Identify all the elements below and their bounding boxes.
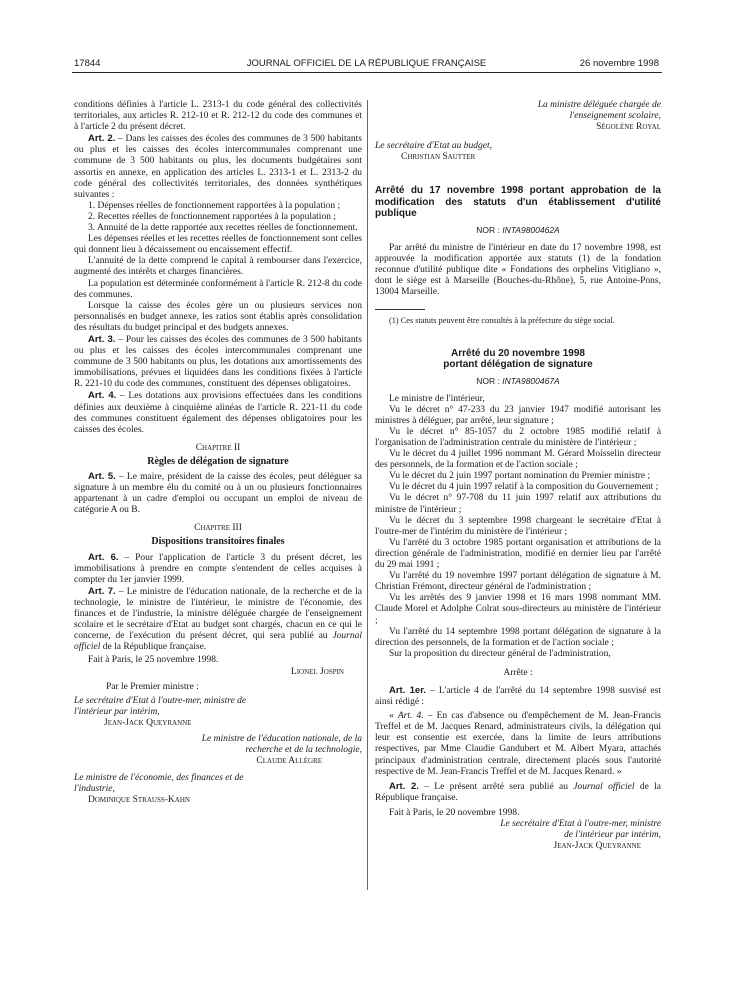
chapter-3-title: Dispositions transitoires finales	[151, 536, 285, 548]
article-3-label: Art. 3.	[88, 333, 116, 345]
chapter-2-title: Règles de délégation de signature	[147, 455, 289, 467]
article-7-text: – Le ministre de l'éducation nationale, de la recherche et de la technologie, le ministre de l'intérieur, le ministre de l'économie, des finances et de l'industrie, la ministre déléguée chargée de l'enseignement scolaire et le secrétaire d'Etat au budget sont chargés, chacun en ce qui le concerne, de l'exécution du présent décret, qui sera publié au	[74, 586, 362, 642]
fait-a-paris: Fait à Paris, le 25 novembre 1998.	[88, 655, 219, 666]
journal-officiel-ref: Journal officiel	[573, 781, 635, 792]
article-2-text: – Le présent arrêté sera publié au	[418, 781, 574, 792]
paragraph: Lorsque la caisse des écoles gère un ou plusieurs services non personnalisés en budget annexe, les ratios sont établis après consolidation des résultats du budget principal et des budgets annexes.	[74, 300, 362, 333]
visa: Vu le décret du 2 juin 1997 portant nomination du Premier ministre ;	[389, 471, 651, 482]
article-1-label: Art. 1er.	[389, 684, 427, 696]
arrete-1-nor	[375, 225, 661, 236]
arrete-1-text: Par arrêté du ministre de l'intérieur en date du 17 novembre 1998, est approuvée la modification apportée aux statuts (1) de la fondation reconnue d'utilité publique dite « Fondations des orphelins Vitigliano », dont le siège est à Marseille (Bouches-du-Rhône), 5, rue Antoine-Pons, 13004 Marseille.	[375, 243, 661, 298]
signatory-2-role: Le ministre de l'éducation nationale, de la recherche et de la technologie,	[201, 733, 362, 756]
journal-title: JOURNAL OFFICIEL DE LA RÉPUBLIQUE FRANÇAISE	[246, 58, 487, 69]
signatory-4-name: Ségolène Royal	[596, 122, 661, 133]
arrete-2-title-line-2: portant délégation de signature	[443, 359, 593, 371]
visa: Vu les arrêtés des 9 janvier 1998 et 16 mars 1998 nommant MM. Claude Morel et Adolphe Colrat sous-directeurs au ministère de l'intérieur ;	[375, 593, 661, 626]
signatory-5-name: Christian Sautter	[401, 152, 476, 163]
article-4	[74, 390, 362, 435]
article-5-label: Art. 5.	[88, 471, 116, 482]
chapter-2-heading: Chapitre II	[195, 442, 241, 453]
list-item-1: 1. Dépenses réelles de fonctionnement rapportées à la population ;	[88, 200, 341, 211]
article-3-text: – Pour les caisses des écoles des communes de 3 500 habitants ou plus et les caisses des écoles intercommunales comprenant une commune de 3 500 habitants ou plus, les dotations aux amortissements des immobilisations, prévues et liquidées dans les conditions fixées à l'article R. 221-10 du code des communes, constituent des dépenses obligatoires.	[74, 334, 362, 390]
quoted-article-4: « Art. 4. – En cas d'absence ou d'empêchement de M. Jean-Francis Treffel et de M. Jacques Renard, administrateurs civils, la délégation qui leur est consentie est exercée, dans la limite de leurs attributions respectives, par Mme Claudie Gandubert et M. Albert Myara, attachés principaux d'administration centrale, directement placés sous l'autorité respective de M. Jean-Francis Treffel et de M. Jacques Renard. »	[375, 711, 661, 777]
paragraph: La population est déterminée conformément à l'article R. 212-8 du code des communes.	[74, 278, 362, 300]
article-6-text: – Pour l'application de l'article 3 du présent décret, les immobilisations à prendre en compte s'entendent de celles acquises à compter du 1er janvier 1999.	[74, 552, 362, 585]
article-7	[74, 586, 362, 654]
article-5	[74, 471, 362, 516]
article-4-text: – Les dotations aux provisions effectuées dans les conditions définies aux deuxième à cinquième alinéas de l'article R. 221-11 du code des communes constituent également des dépenses obligatoires pour les caisses des écoles.	[74, 391, 362, 435]
paragraph: Les dépenses réelles et les recettes réelles de fonctionnement sont celles qui donnent lieu à décaissement ou encaissement effectif.	[74, 234, 362, 256]
article-7-end: de la République française.	[100, 642, 207, 653]
signature-pm: Lionel Jospin	[290, 666, 344, 677]
arrete-1-title: Arrêté du 17 novembre 1998 portant approbation de la modification des statuts d'un établissement d'utilité publique	[375, 185, 661, 220]
article-1-text: – L'article 4 de l'arrêté du 14 septembre 1998 susvisé est ainsi rédigé :	[375, 685, 661, 708]
par-premier-ministre: Par le Premier ministre :	[106, 681, 199, 692]
visa: Vu le décret n° 85-1057 du 2 octobre 1985 modifié relatif à l'organisation de l'administration centrale du ministère de l'intérieur ;	[375, 426, 661, 448]
signatory-3-role: Le ministre de l'économie, des finances et de l'industrie,	[74, 773, 244, 795]
article-2-label: Art. 2.	[88, 133, 116, 145]
arrete-2-signatory-name: Jean-Jack Queyranne	[553, 841, 641, 852]
chapter-3-heading: Chapitre III	[194, 523, 242, 534]
article-6	[74, 552, 362, 586]
visa: Vu le décret du 3 septembre 1998 chargeant le secrétaire d'Etat à l'outre-mer de l'intérim du ministère de l'intérieur ;	[375, 515, 661, 537]
header-rule	[72, 72, 662, 73]
list-item-2: 2. Recettes réelles de fonctionnement rapportées à la population ;	[88, 211, 336, 222]
visa: Vu l'arrêté du 19 novembre 1997 portant délégation de signature à M. Christian Frémont, directeur général de l'administration ;	[375, 571, 661, 593]
arrete-keyword: Arrête :	[503, 667, 533, 678]
nor-code: INTA9800462A	[502, 224, 560, 235]
arrete-2-fait: Fait à Paris, le 20 novembre 1998.	[389, 807, 520, 818]
column-divider	[367, 100, 368, 890]
intro-paragraph: conditions définies à l'article L. 2313-1 du code général des collectivités territoriales, aux articles R. 212-10 et R. 212-12 du code des communes et à l'article 2 du présent décret.	[74, 100, 362, 133]
article-2-text: – Dans les caisses des écoles des communes de 3 500 habitants ou plus et les caisses des écoles intercommunales comprenant une commune de 3 500 habitants ou plus, les documents budgétaires sont assortis en annexe, en application des articles L. 2313-1 et L. 2313-2 du code général des collectivités territoriales, des données synthétiques suivantes :	[74, 134, 362, 200]
page-header	[74, 58, 659, 72]
paragraph: L'annuité de la dette comprend le capital à rembourser dans l'exercice, augmenté des intérêts et charges financières.	[74, 256, 362, 278]
journal-officiel-ref: Journal officiel	[74, 631, 362, 653]
article-2-label: Art. 2.	[389, 780, 419, 792]
arrete-2-nor	[375, 376, 661, 387]
visa: Vu le décret n° 47-233 du 23 janvier 1947 modifié autorisant les ministres à déléguer, par arrêté, leur signature ;	[375, 404, 661, 426]
article-7-label: Art. 7.	[88, 585, 116, 597]
signatory-1-name: Jean-Jack Queyranne	[104, 717, 192, 728]
arrete-2-article-2	[375, 781, 661, 804]
page-number: 17844	[74, 58, 101, 69]
signatory-1-role: Le secrétaire d'Etat à l'outre-mer, ministre de l'intérieur par intérim,	[74, 695, 247, 717]
arrete-2-signatory-role: Le secrétaire d'Etat à l'outre-mer, ministre de l'intérieur par intérim,	[500, 819, 661, 841]
article-2-end: de la République française.	[375, 781, 661, 803]
list-item-3: 3. Annuité de la dette rapportée aux recettes réelles de fonctionnement.	[88, 223, 358, 234]
left-column	[74, 100, 362, 807]
article-2	[74, 133, 362, 201]
footnote-rule	[375, 309, 425, 310]
visa: Le ministre de l'intérieur,	[389, 393, 485, 404]
article-3	[74, 334, 362, 390]
quoted-article-4-text: – En cas d'absence ou d'empêchement de M. Jean-Francis Treffel et de M. Jacques Renard, administrateurs civils, la délégation qui leur est consentie est exercée, dans la limite de leurs attributions respectives, par Mme Claudie Gandubert et M. Albert Myara, attachés principaux d'administration centrale, directement placés sous l'autorité respective de M. Jean-Francis Treffel et de M. Jacques Renard. »	[375, 711, 661, 777]
visa: Vu le décret n° 97-708 du 11 juin 1997 relatif aux attributions du ministre de l'intérieur ;	[375, 493, 661, 515]
visa: Vu l'arrêté du 3 octobre 1985 portant organisation et attributions de la direction générale de l'administration, modifié en dernier lieu par l'arrêté du 29 mai 1991 ;	[375, 537, 661, 571]
nor-label: NOR :	[476, 224, 503, 235]
visa: Sur la proposition du directeur général de l'administration,	[389, 648, 611, 659]
right-column	[375, 100, 661, 852]
visa: Vu le décret du 4 juin 1997 relatif à la composition du Gouvernement ;	[389, 482, 659, 493]
signatory-4-role: La ministre déléguée chargée de l'enseignement scolaire,	[537, 100, 661, 122]
quoted-article-4-label: Art. 4.	[397, 711, 424, 722]
nor-label: NOR :	[476, 375, 503, 386]
article-6-label: Art. 6.	[88, 551, 119, 563]
article-4-label: Art. 4.	[88, 390, 117, 402]
visa: Vu le décret du 4 juillet 1996 nommant M. Gérard Moisselin directeur des personnels, de la formation et de l'action sociale ;	[375, 449, 661, 471]
signatory-5-role: Le secrétaire d'Etat au budget,	[375, 141, 492, 152]
arrete-2-article-1	[375, 685, 661, 708]
arrete-2-title-line-1: Arrêté du 20 novembre 1998	[451, 347, 585, 359]
arrete-1-footnote: (1) Ces statuts peuvent être consultés à la préfecture du siège social.	[389, 315, 615, 325]
visa: Vu l'arrêté du 14 septembre 1998 portant délégation de signature à la direction des personnels, de la formation et de l'action sociale ;	[375, 626, 661, 648]
signatory-2-name: Claude Allègre	[256, 756, 322, 767]
nor-code: INTA9800467A	[502, 375, 560, 386]
article-5-text: – Le maire, président de la caisse des écoles, peut déléguer sa signature à un membre élu du comité ou à un ou plusieurs fonctionnaires appartenant à un cadre d'emploi ou occupant un emploi de niveau de catégorie A ou B.	[74, 472, 362, 516]
signatory-3-name: Dominique Strauss-Kahn	[88, 795, 190, 806]
issue-date: 26 novembre 1998	[579, 58, 659, 69]
